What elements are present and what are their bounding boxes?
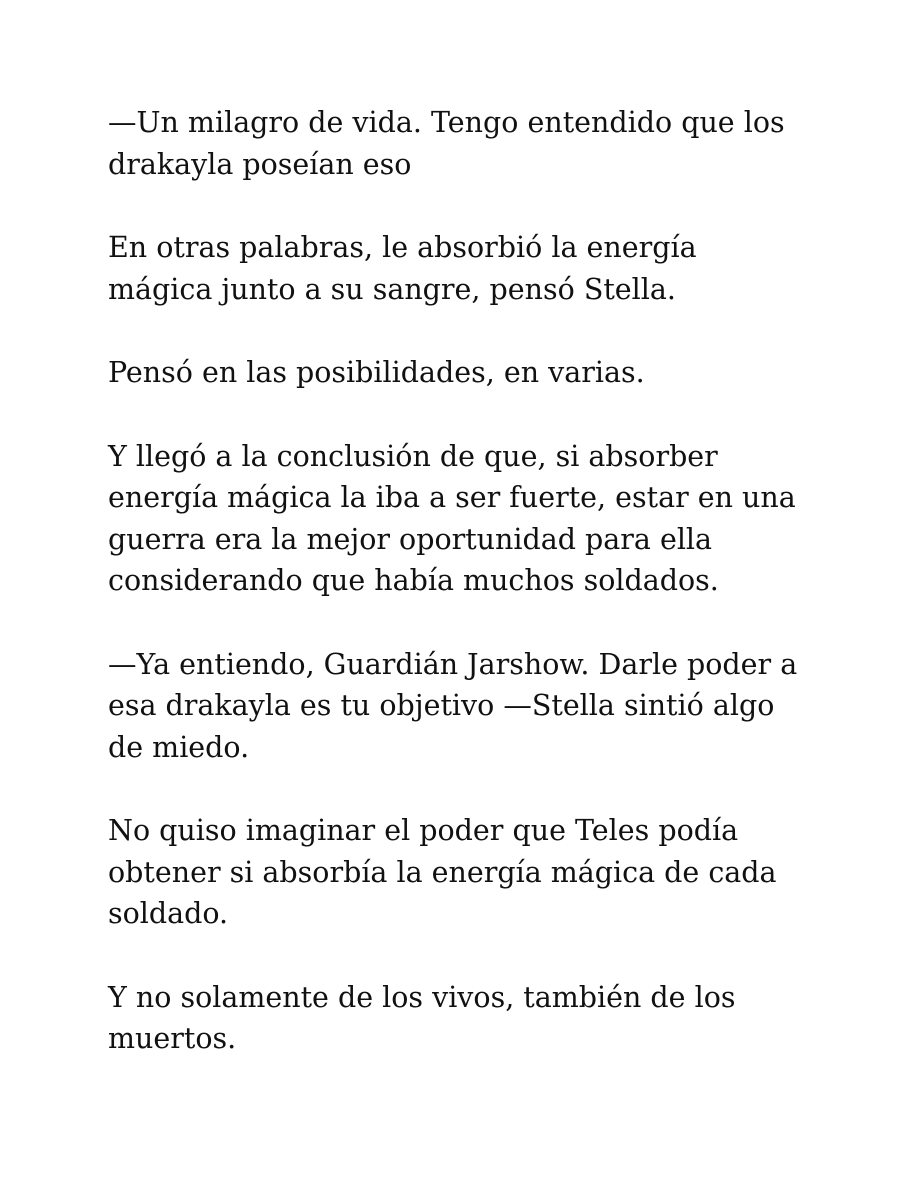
paragraph-4: Y llegó a la conclusión de que, si absorber energía mágica la iba a ser fuerte, estar en una guerra era la mejor oportunidad para ella considerando que había muchos soldados. <box>108 439 796 597</box>
paragraph-2: En otras palabras, le absorbió la energía mágica junto a su sangre, pensó Stella. <box>108 231 697 306</box>
paragraph-5: —Ya entiendo, Guardián Jarshow. Darle poder a esa drakayla es tu objetivo —Stella sintió algo de miedo. <box>108 647 798 764</box>
paragraph-7: Y no solamente de los vivos, también de los muertos. <box>108 980 736 1055</box>
paragraph-3: Pensó en las posibilidades, en varias. <box>108 356 645 389</box>
document-page <box>108 102 798 1060</box>
paragraph-6: No quiso imaginar el poder que Teles podía obtener si absorbía la energía mágica de cada soldado. <box>108 814 777 930</box>
paragraph-1: —Un milagro de vida. Tengo entendido que los drakayla poseían eso <box>108 106 785 181</box>
